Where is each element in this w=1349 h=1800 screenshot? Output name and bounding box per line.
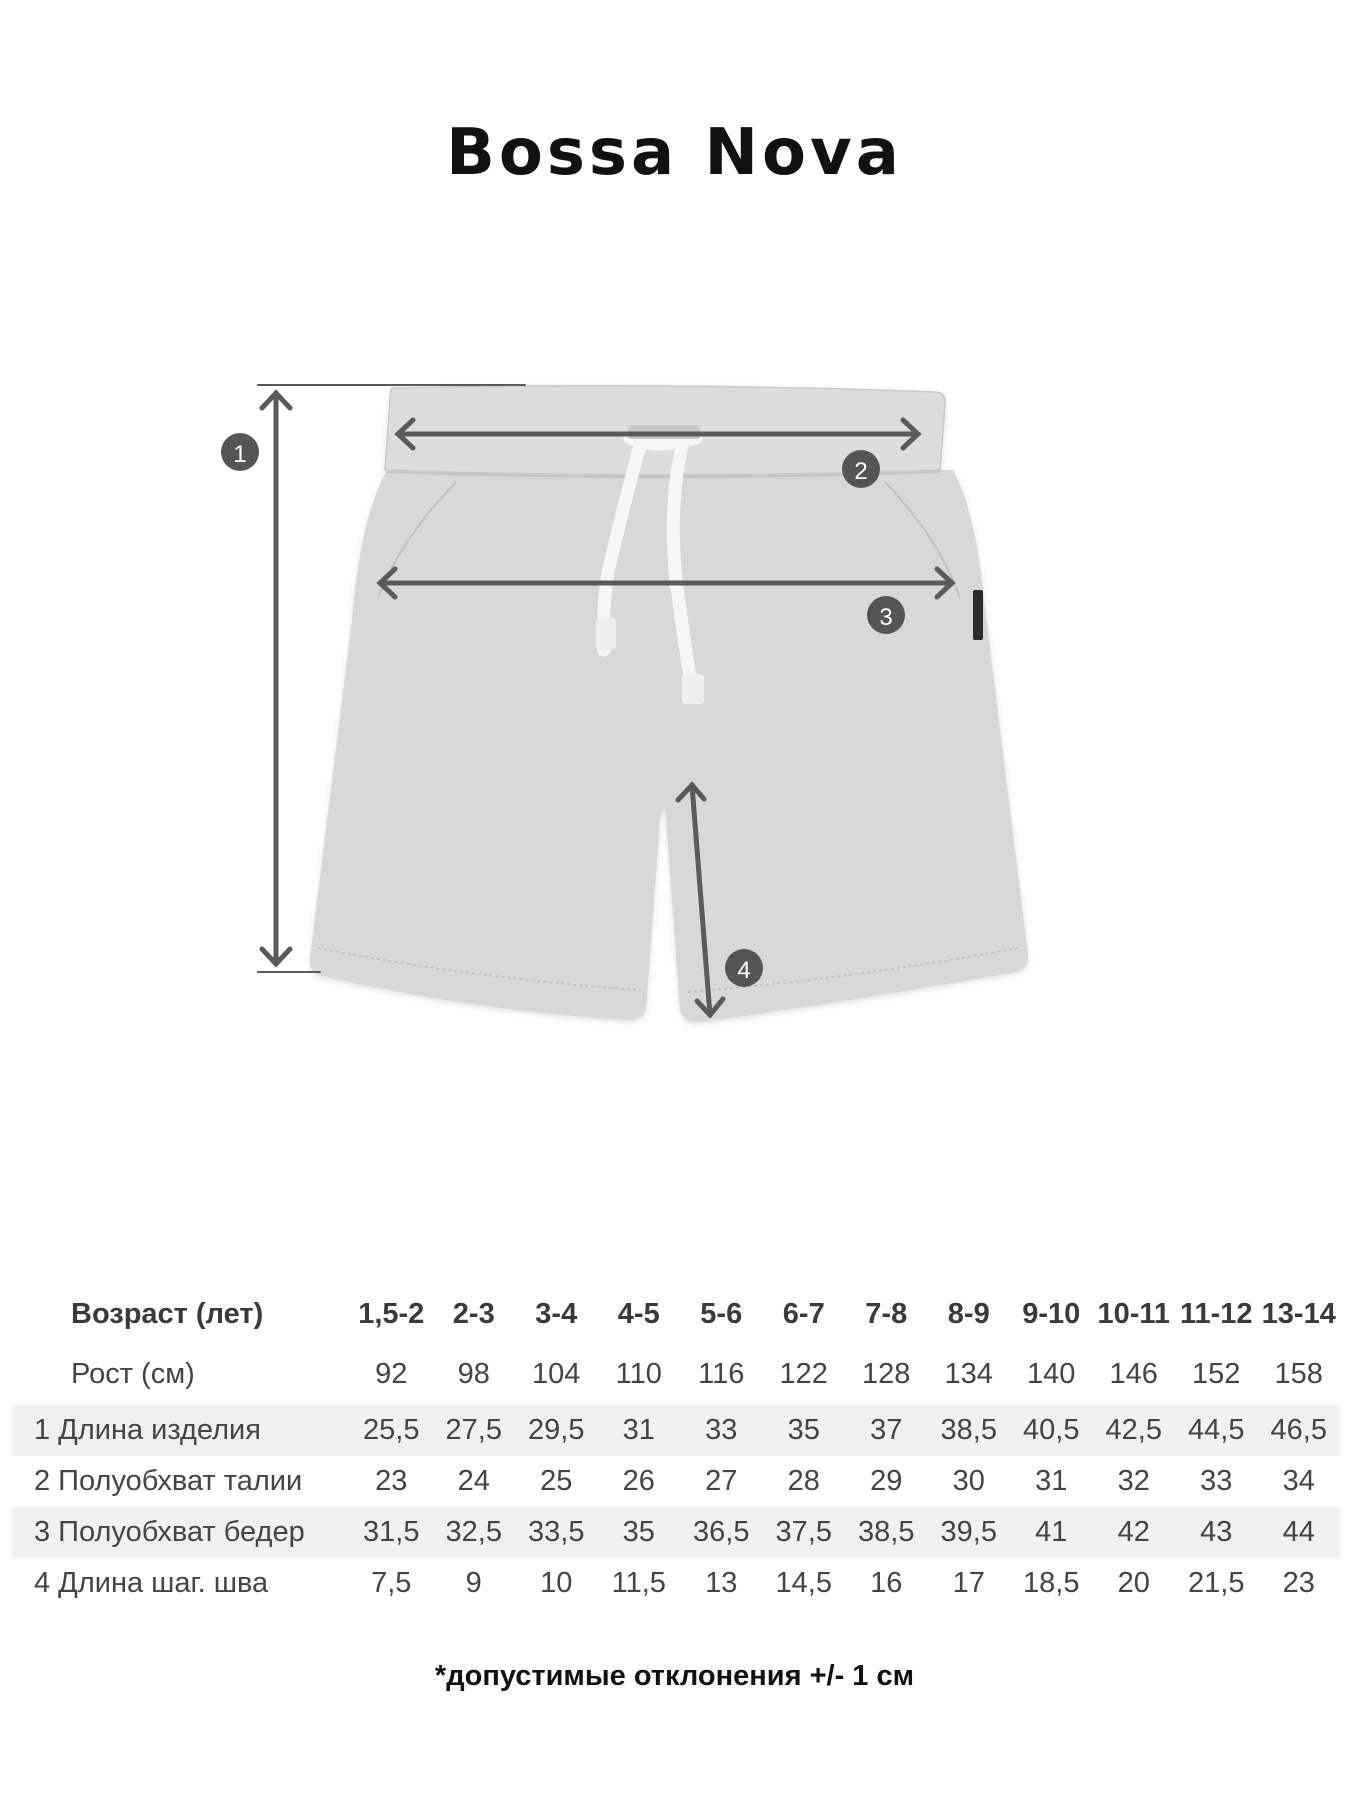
value-cell: 27 — [705, 1465, 738, 1497]
age-cell: 9-10 — [1022, 1298, 1081, 1330]
marker-3 — [867, 596, 905, 634]
age-cell: 3-4 — [535, 1298, 578, 1330]
value-cell: 16 — [870, 1567, 903, 1599]
row-label: 1 Длина изделия — [12, 1405, 350, 1456]
age-cell: 1,5-2 — [358, 1298, 425, 1330]
value-cell: 146 — [1109, 1358, 1158, 1390]
value-cell: 33 — [680, 1405, 763, 1456]
row-label: 2 Полуобхват талии — [34, 1465, 303, 1497]
value-cell: 23 — [1282, 1567, 1315, 1599]
marker-1-label: 1 — [233, 441, 247, 468]
measurement-row — [12, 1456, 1340, 1507]
size-chart-table — [12, 1285, 1340, 1609]
value-cell: 36,5 — [680, 1507, 763, 1558]
measurement-row — [12, 1405, 1340, 1456]
header-row — [12, 1285, 1340, 1344]
value-cell: 13 — [705, 1567, 738, 1599]
value-cell: 25,5 — [350, 1405, 433, 1456]
value-cell: 128 — [862, 1358, 911, 1390]
value-cell: 122 — [779, 1358, 828, 1390]
value-cell: 46,5 — [1258, 1405, 1341, 1456]
side-label-tag — [973, 590, 983, 640]
row-label: Возраст (лет) — [71, 1298, 264, 1330]
brand-title: Bossa Nova — [446, 116, 903, 190]
value-cell: 42 — [1093, 1507, 1176, 1558]
value-cell: 9 — [465, 1567, 482, 1599]
row-label: 4 Длина шаг. шва — [34, 1567, 269, 1599]
value-cell: 40,5 — [1010, 1405, 1093, 1456]
value-cell: 37 — [845, 1405, 928, 1456]
value-cell: 31 — [598, 1405, 681, 1456]
value-cell: 134 — [944, 1358, 993, 1390]
age-cell: 4-5 — [617, 1298, 660, 1330]
tolerance-note: *допустимые отклонения +/- 1 см — [434, 1660, 915, 1692]
measurement-row — [12, 1507, 1340, 1558]
shorts-illustration — [310, 386, 1029, 1023]
value-cell: 30 — [952, 1465, 985, 1497]
shorts-measurement-diagram — [0, 360, 1349, 1060]
value-cell: 18,5 — [1023, 1567, 1080, 1599]
value-cell: 43 — [1175, 1507, 1258, 1558]
value-cell: 20 — [1117, 1567, 1150, 1599]
value-cell: 33,5 — [515, 1507, 598, 1558]
value-cell: 33 — [1200, 1465, 1233, 1497]
value-cell: 27,5 — [433, 1405, 516, 1456]
marker-3-label: 3 — [879, 604, 893, 631]
age-cell: 2-3 — [452, 1298, 495, 1330]
row-label: 3 Полуобхват бедер — [12, 1507, 350, 1558]
age-cell: 13-14 — [1261, 1298, 1336, 1330]
value-cell: 10 — [540, 1567, 573, 1599]
value-cell: 42,5 — [1093, 1405, 1176, 1456]
marker-1 — [221, 433, 259, 471]
value-cell: 38,5 — [928, 1405, 1011, 1456]
age-cell: 10-11 — [1097, 1298, 1171, 1330]
measurement-row — [12, 1558, 1340, 1609]
value-cell: 38,5 — [845, 1507, 928, 1558]
value-cell: 25 — [540, 1465, 573, 1497]
value-cell: 104 — [532, 1358, 581, 1390]
value-cell: 110 — [615, 1358, 662, 1390]
value-cell: 17 — [952, 1567, 985, 1599]
value-cell: 29,5 — [515, 1405, 598, 1456]
value-cell: 31 — [1035, 1465, 1068, 1497]
value-cell: 44,5 — [1175, 1405, 1258, 1456]
value-cell: 98 — [457, 1358, 490, 1390]
value-cell: 35 — [763, 1405, 846, 1456]
age-cell: 8-9 — [947, 1298, 990, 1330]
value-cell: 92 — [375, 1358, 408, 1390]
value-cell: 37,5 — [763, 1507, 846, 1558]
value-cell: 29 — [870, 1465, 903, 1497]
value-cell: 41 — [1010, 1507, 1093, 1558]
value-cell: 116 — [698, 1358, 745, 1390]
value-cell: 11,5 — [611, 1567, 666, 1599]
value-cell: 14,5 — [775, 1567, 832, 1599]
age-cell: 11-12 — [1179, 1298, 1253, 1330]
value-cell: 26 — [622, 1465, 655, 1497]
value-cell: 28 — [787, 1465, 820, 1497]
value-cell: 23 — [375, 1465, 408, 1497]
value-cell: 140 — [1027, 1358, 1076, 1390]
value-cell: 35 — [598, 1507, 681, 1558]
value-cell: 34 — [1282, 1465, 1315, 1497]
value-cell: 152 — [1192, 1358, 1241, 1390]
marker-2-label: 2 — [854, 458, 868, 485]
value-cell: 7,5 — [371, 1567, 412, 1599]
marker-4 — [725, 949, 763, 987]
age-cell: 5-6 — [700, 1298, 743, 1330]
value-cell: 32 — [1117, 1465, 1150, 1497]
height-row — [12, 1344, 1340, 1405]
marker-4-label: 4 — [737, 957, 751, 984]
value-cell: 44 — [1258, 1507, 1341, 1558]
row-label: Рост (см) — [71, 1358, 195, 1390]
value-cell: 21,5 — [1188, 1567, 1245, 1599]
value-cell: 24 — [457, 1465, 490, 1497]
age-cell: 6-7 — [782, 1298, 825, 1330]
value-cell: 31,5 — [350, 1507, 433, 1558]
value-cell: 158 — [1274, 1358, 1323, 1390]
value-cell: 32,5 — [433, 1507, 516, 1558]
value-cell: 39,5 — [928, 1507, 1011, 1558]
age-cell: 7-8 — [865, 1298, 908, 1330]
marker-2 — [842, 450, 880, 488]
